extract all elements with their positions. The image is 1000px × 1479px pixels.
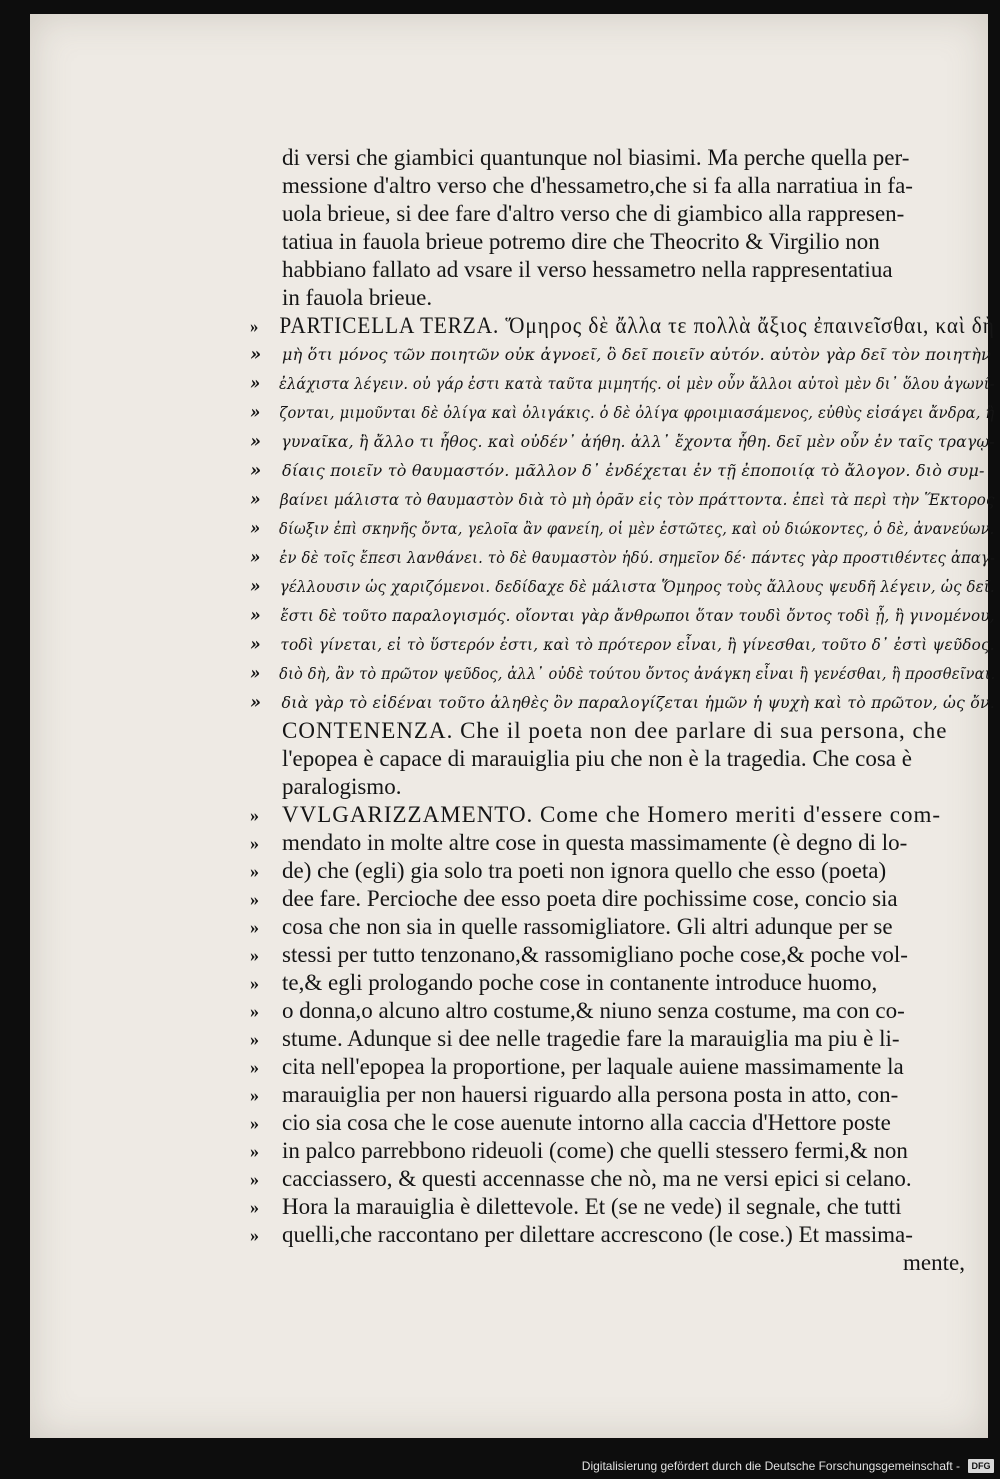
quote-marker: » bbox=[250, 460, 262, 481]
text-line bbox=[250, 543, 996, 572]
line-text: mendato in molte altre cose in questa massimamente (è degno di lo- bbox=[282, 830, 908, 855]
text-line bbox=[250, 1025, 995, 1053]
quote-marker: » bbox=[250, 1057, 259, 1077]
text-line bbox=[250, 688, 995, 717]
text-line bbox=[250, 1081, 995, 1109]
text-line bbox=[250, 369, 995, 398]
text-line bbox=[250, 969, 995, 997]
line-text: ἔστι δὲ τοῦτο παραλογισμός. οἴονται γὰρ ἄνθρωποι ὅταν τουδὶ ὄντος τοδὶ ᾖ, ἢ γινομένου, bbox=[280, 606, 995, 625]
text-line bbox=[250, 172, 995, 200]
text-line bbox=[250, 829, 995, 857]
text-line bbox=[250, 200, 995, 228]
text-line bbox=[250, 1109, 995, 1137]
line-text: CONTENENZA. Che il poeta non dee parlare di sua persona, che bbox=[282, 718, 948, 743]
line-text: cacciassero, & questi accennasse che nò, ma ne versi epici si celano. bbox=[282, 1166, 912, 1191]
line-text: cosa che non sia in quelle rassomigliatore. Gli altri adunque per se bbox=[282, 914, 893, 939]
quote-marker: » bbox=[250, 518, 261, 539]
text-line bbox=[250, 745, 995, 773]
line-text: dee fare. Percioche dee esso poeta dire pochissime cose, concio sia bbox=[282, 886, 898, 911]
line-text: te,& egli prologando poche cose in contanente introduce huomo, bbox=[282, 970, 878, 995]
text-line bbox=[250, 941, 995, 969]
line-text: ἐν δὲ τοῖς ἔπεσι λανθάνει. τὸ δὲ θαυμαστὸν ἡδύ. σημεῖον δέ· πάντες γὰρ προστιθέντες ἀπαγ- bbox=[279, 548, 996, 567]
line-text: messione d'altro verso che d'hessametro,che si fa alla narratiua in fa- bbox=[282, 173, 913, 198]
dfg-logo: DFG bbox=[968, 1459, 994, 1473]
text-line bbox=[250, 801, 995, 829]
quote-marker: » bbox=[250, 489, 261, 510]
quote-marker: » bbox=[250, 1085, 259, 1105]
text-line bbox=[250, 340, 995, 369]
text-line bbox=[250, 717, 995, 745]
line-text: stume. Adunque si dee nelle tragedie fare la marauiglia ma piu è li- bbox=[282, 1026, 900, 1051]
page-text bbox=[250, 144, 995, 1277]
footer-credit: Digitalisierung gefördert durch die Deutsche Forschungsgemeinschaft - bbox=[581, 1458, 960, 1473]
text-line bbox=[250, 885, 995, 913]
line-text: Hora la marauiglia è dilettevole. Et (se ne vede) il segnale, che tutti bbox=[282, 1194, 902, 1219]
quote-marker: » bbox=[250, 1001, 259, 1021]
line-text: διὰ γὰρ τὸ εἰδέναι τοῦτο ἀληθὲς ὂν παραλογίζεται ἡμῶν ἡ ψυχὴ καὶ τὸ πρῶτον, ὡς ὄν. bbox=[281, 693, 995, 712]
line-text: paralogismo. bbox=[282, 774, 402, 799]
quote-marker: » bbox=[250, 373, 261, 394]
line-text: l'epopea è capace di marauiglia piu che non è la tragedia. Che cosa è bbox=[282, 746, 912, 771]
quote-marker: » bbox=[250, 692, 262, 713]
line-text: habbiano fallato ad vsare il verso hessametro nella rappresentatiua bbox=[282, 257, 893, 282]
quote-marker: » bbox=[250, 1113, 259, 1133]
text-line bbox=[250, 312, 995, 340]
text-line bbox=[250, 228, 995, 256]
line-text: stessi per tutto tenzonano,& rassomigliano poche cose,& poche vol- bbox=[282, 942, 908, 967]
line-text: marauiglia per non hauersi riguardo alla persona posta in atto, con- bbox=[282, 1082, 899, 1107]
text-line bbox=[250, 773, 995, 801]
text-line bbox=[250, 1165, 995, 1193]
quote-marker: » bbox=[250, 805, 260, 825]
text-line bbox=[250, 1193, 995, 1221]
line-text: di versi che giambici quantunque nol biasimi. Ma perche quella per- bbox=[282, 145, 910, 170]
quote-marker: » bbox=[250, 917, 259, 937]
quote-marker: » bbox=[250, 1225, 259, 1245]
text-line bbox=[250, 427, 995, 456]
line-text: διὸ δὴ, ἂν τὸ πρῶτον ψεῦδος, ἀλλ᾽ οὐδὲ τούτου ὄντος ἀνάγκη εἶναι ἢ γενέσθαι, ἢ προσθεῖναι. bbox=[279, 664, 996, 683]
text-line bbox=[250, 1221, 995, 1249]
line-text: PARTICELLA TERZA. Ὅμηρος δὲ ἄλλα τε πολλὰ ἄξιος ἐπαινεῖσθαι, καὶ δὴ bbox=[279, 313, 995, 338]
line-text: γέλλουσιν ὡς χαριζόμενοι. δεδίδαχε δὲ μάλιστα Ὅμηρος τοὺς ἄλλους ψευδῆ λέγειν, ὡς δεῖ. bbox=[279, 577, 995, 596]
line-text: uola brieue, si dee fare d'altro verso che di giambico alla rappresen- bbox=[282, 201, 905, 226]
text-line bbox=[250, 256, 995, 284]
text-line bbox=[250, 1137, 995, 1165]
quote-marker: » bbox=[250, 945, 259, 965]
text-line bbox=[250, 456, 995, 485]
quote-marker: » bbox=[250, 1197, 259, 1217]
quote-marker: » bbox=[250, 402, 261, 423]
text-line bbox=[250, 485, 995, 514]
line-text: in palco parrebbono rideuoli (come) che quelli stessero fermi,& non bbox=[282, 1138, 908, 1163]
line-text: de) che (egli) gia solo tra poeti non ignora quello che esso (poeta) bbox=[282, 858, 887, 883]
text-line bbox=[250, 1053, 995, 1081]
quote-marker: » bbox=[250, 889, 259, 909]
quote-marker: » bbox=[250, 344, 262, 365]
line-text: quelli,che raccontano per dilettare accrescono (le cose.) Et massima- bbox=[282, 1222, 913, 1247]
book-page bbox=[30, 14, 996, 1438]
text-line bbox=[250, 601, 995, 630]
line-text: ἐλάχιστα λέγειν. οὐ γάρ ἐστι κατὰ ταῦτα μιμητής. οἱ μὲν οὖν ἄλλοι αὐτοὶ μὲν δι᾽ ὅλου ἀγωνί- bbox=[279, 374, 995, 393]
quote-marker: » bbox=[250, 861, 259, 881]
line-text: γυναῖκα, ἢ ἄλλο τι ἦθος. καὶ οὐδέν᾽ ἀήθη. ἀλλ᾽ ἔχοντα ἦθη. δεῖ μὲν οὖν ἐν ταῖς τραγῳ- bbox=[281, 432, 995, 451]
line-text: cio sia cosa che le cose auenute intorno alla caccia d'Hettore poste bbox=[282, 1110, 891, 1135]
quote-marker: » bbox=[250, 547, 261, 568]
line-text: τοδὶ γίνεται, εἰ τὸ ὕστερόν ἐστι, καὶ τὸ πρότερον εἶναι, ἢ γίνεσθαι, τοῦτο δ᾽ ἐστὶ ψεῦδος. bbox=[280, 635, 995, 654]
quote-marker: » bbox=[250, 663, 261, 684]
line-text: o donna,o alcuno altro costume,& niuno senza costume, ma con co- bbox=[282, 998, 905, 1023]
line-text: tatiua in fauola brieue potremo dire che Theocrito & Virgilio non bbox=[282, 229, 880, 254]
text-line bbox=[250, 572, 995, 601]
text-line bbox=[250, 514, 995, 543]
text-line bbox=[250, 997, 995, 1025]
footer-bar bbox=[0, 1452, 1000, 1479]
text-line bbox=[250, 630, 995, 659]
line-text: in fauola brieue. bbox=[282, 285, 433, 310]
quote-marker: » bbox=[250, 973, 259, 993]
quote-marker: » bbox=[250, 634, 261, 655]
text-line bbox=[250, 659, 996, 688]
line-text: δίωξιν ἐπὶ σκηνῆς ὄντα, γελοῖα ἂν φανείη, οἱ μὲν ἑστῶτες, καὶ οὐ διώκοντες, ὁ δὲ, ἀνανεύων. bbox=[279, 519, 995, 538]
quote-marker: » bbox=[250, 1029, 259, 1049]
quote-marker: » bbox=[250, 1169, 259, 1189]
quote-marker: » bbox=[250, 1141, 259, 1161]
quote-marker: » bbox=[250, 605, 261, 626]
line-text: cita nell'epopea la proportione, per laquale auiene massimamente la bbox=[282, 1054, 904, 1079]
quote-marker: » bbox=[250, 833, 259, 853]
text-line bbox=[250, 398, 995, 427]
quote-marker: » bbox=[250, 316, 260, 336]
text-line bbox=[250, 857, 995, 885]
line-text: mente, bbox=[903, 1250, 965, 1275]
text-line bbox=[250, 144, 995, 172]
text-line bbox=[250, 913, 995, 941]
line-text: VVLGARIZZAMENTO. Come che Homero meriti d'essere com- bbox=[282, 802, 942, 827]
quote-marker: » bbox=[250, 431, 262, 452]
text-line bbox=[250, 1249, 995, 1277]
quote-marker: » bbox=[250, 576, 261, 597]
line-text: ζονται, μιμοῦνται δὲ ὀλίγα καὶ ὀλιγάκις. ὁ δὲ ὀλίγα φροιμιασάμενος, εὐθὺς εἰσάγει ἄνδρα, ἢ bbox=[279, 403, 995, 422]
line-text: δίαις ποιεῖν τὸ θαυμαστόν. μᾶλλον δ᾽ ἐνδέχεται ἐν τῇ ἐποποιίᾳ τὸ ἄλογον. διὸ συμ- bbox=[282, 461, 985, 480]
line-text: βαίνει μάλιστα τὸ θαυμαστὸν διὰ τὸ μὴ ὁρᾶν εἰς τὸν πράττοντα. ἐπεὶ τὰ περὶ τὴν Ἕκτορος bbox=[280, 490, 995, 509]
line-text: μὴ ὅτι μόνος τῶν ποιητῶν οὐκ ἀγνοεῖ, ὃ δεῖ ποιεῖν αὐτόν. αὐτὸν γὰρ δεῖ τὸν ποιητὴν bbox=[282, 345, 991, 364]
text-line bbox=[250, 284, 995, 312]
